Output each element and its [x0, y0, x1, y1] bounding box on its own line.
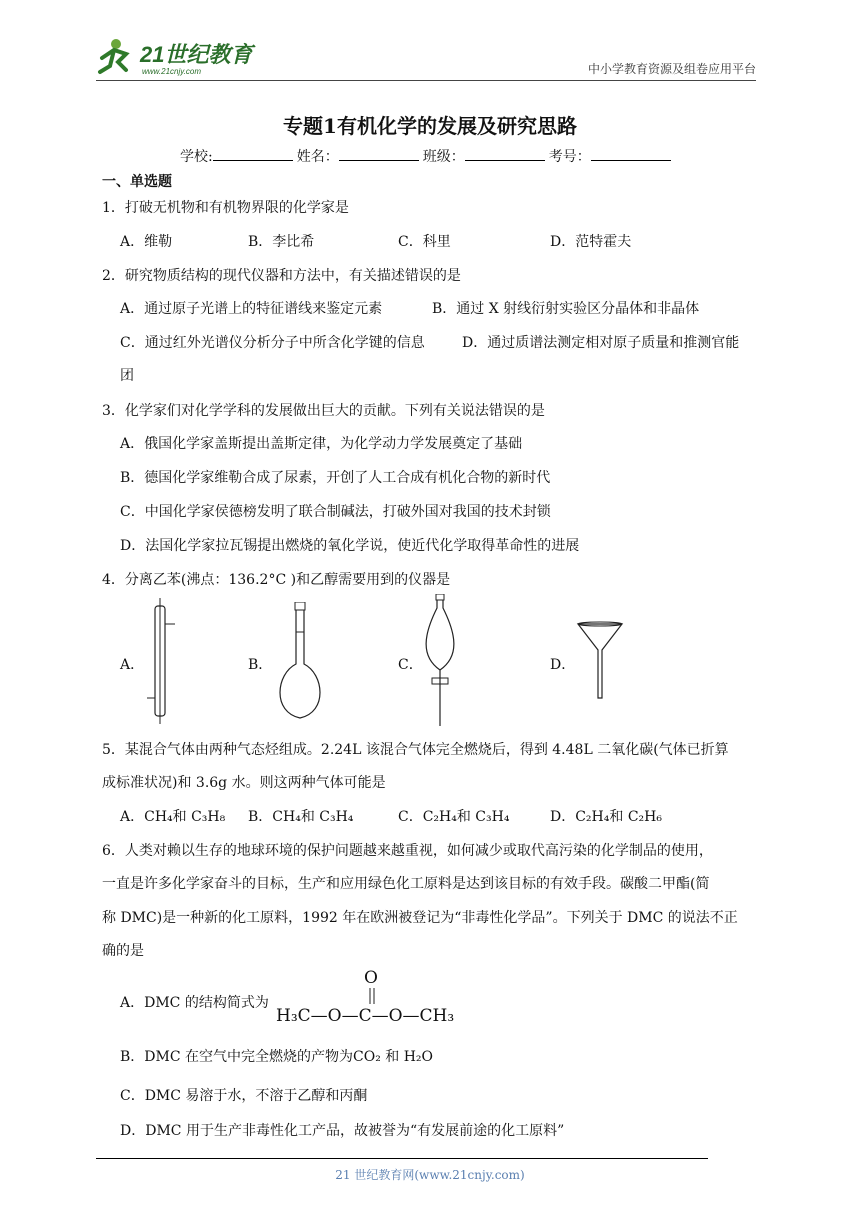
q3-option-b[interactable]: B．德国化学家维勒合成了尿素，开创了人工合成有机化合物的新时代: [120, 470, 551, 486]
q5-stem-line1: 5．某混合气体由两种气态烃组成。2.24L 该混合气体完全燃烧后，得到 4.48L 二氧化碳(气体已折算: [102, 742, 729, 758]
q6-option-c[interactable]: C．DMC 易溶于水，不溶于乙醇和丙酮: [120, 1088, 368, 1104]
logo-text: 21世纪教育: [140, 42, 253, 67]
q4-stem: 4．分离乙苯(沸点：136.2°C )和乙醇需要用到的仪器是: [102, 572, 451, 588]
q4-option-c[interactable]: C．: [398, 657, 423, 673]
q6-stem-line2: 一直是许多化学家奋斗的目标，生产和应用绿色化工原料是达到该目标的有效手段。碳酸二甲酯(简: [102, 876, 710, 892]
dmc-structural-formula: H₃C—O—C—O—CH₃: [276, 1006, 455, 1026]
site-logo: [96, 36, 256, 78]
q2-option-c[interactable]: C．通过红外光谱仪分析分子中所含化学键的信息: [120, 335, 425, 351]
q5-option-b[interactable]: B．CH₄和 C₃H₄: [248, 809, 354, 825]
exam-no-blank[interactable]: [591, 147, 671, 161]
dmc-carbonyl-oxygen: O: [364, 968, 378, 988]
header-platform-text: 中小学教育资源及组卷应用平台: [587, 62, 756, 76]
footer-text[interactable]: 21 世纪教育网(www.21cnjy.com): [335, 1168, 525, 1182]
q6-stem-line1: 6．人类对赖以生存的地球环境的保护问题越来越重视，如何减少或取代高污染的化学制品的使用，: [102, 843, 713, 859]
runner-logo-icon: [96, 36, 256, 78]
q6-option-a[interactable]: A．DMC 的结构简式为: [120, 995, 269, 1011]
q4-option-b[interactable]: B．: [248, 657, 273, 673]
q6-stem-line3: 称 DMC)是一种新的化工原料，1992 年在欧洲被登记为“非毒性化学品”。下列关于 DMC 的说法不正: [102, 910, 738, 926]
exam-no-label: 考号：: [548, 149, 591, 165]
logo-url: www.21cnjy.com: [142, 67, 201, 76]
condenser-icon: [145, 598, 181, 726]
q1-option-b[interactable]: B．李比希: [248, 234, 315, 250]
name-label: 姓名：: [296, 149, 339, 165]
q5-option-a[interactable]: A．CH₄和 C₃H₈: [120, 809, 226, 825]
q5-option-d[interactable]: D．C₂H₄和 C₂H₆: [550, 809, 662, 825]
class-blank[interactable]: [465, 147, 545, 161]
funnel-icon: [576, 620, 624, 700]
q2-option-d[interactable]: D．通过质谱法测定相对原子质量和推测官能: [462, 335, 740, 351]
separatory-funnel-icon: [418, 594, 462, 728]
q2-stem: 2．研究物质结构的现代仪器和方法中，有关描述错误的是: [102, 268, 461, 284]
double-bond-icon: [367, 988, 377, 1006]
q3-option-d[interactable]: D．法国化学家拉瓦锡提出燃烧的氧化学说，使近代化学取得革命性的进展: [120, 538, 580, 554]
q2-option-d-cont: 团: [120, 368, 134, 384]
student-info-line: [180, 146, 675, 166]
q4-option-d[interactable]: D．: [550, 657, 576, 673]
q3-stem: 3．化学家们对化学学科的发展做出巨大的贡献。下列有关说法错误的是: [102, 403, 545, 419]
header-divider: [96, 80, 756, 81]
q2-option-a[interactable]: A．通过原子光谱上的特征谱线来鉴定元素: [120, 301, 383, 317]
q1-stem: 1．打破无机物和有机物界限的化学家是: [102, 200, 349, 216]
q4-option-a[interactable]: A．: [120, 657, 145, 673]
page-title: 专题1有机化学的发展及研究思路: [283, 114, 577, 138]
volumetric-flask-icon: [270, 602, 330, 722]
q5-option-c[interactable]: C．C₂H₄和 C₃H₄: [398, 809, 510, 825]
q5-stem-line2: 成标准状况)和 3.6g 水。则这两种气体可能是: [102, 775, 386, 791]
class-label: 班级：: [422, 149, 465, 165]
q1-option-d[interactable]: D．范特霍夫: [550, 234, 632, 250]
name-blank[interactable]: [339, 147, 419, 161]
school-blank[interactable]: [213, 147, 293, 161]
q6-stem-line4: 确的是: [102, 943, 144, 959]
q2-option-b[interactable]: B．通过 X 射线衍射实验区分晶体和非晶体: [432, 301, 700, 317]
q6-option-d[interactable]: D．DMC 用于生产非毒性化工产品，故被誉为“有发展前途的化工原料”: [120, 1123, 565, 1139]
q6-option-b[interactable]: B．DMC 在空气中完全燃烧的产物为CO₂ 和 H₂O: [120, 1049, 434, 1065]
q3-option-c[interactable]: C．中国化学家侯德榜发明了联合制碱法，打破外国对我国的技术封锁: [120, 504, 551, 520]
q3-option-a[interactable]: A．俄国化学家盖斯提出盖斯定律，为化学动力学发展奠定了基础: [120, 436, 523, 452]
section-heading: 一、单选题: [102, 174, 172, 190]
footer-divider: [96, 1158, 708, 1159]
school-label: 学校:: [180, 149, 213, 165]
q1-option-a[interactable]: A．维勒: [120, 234, 173, 250]
q1-option-c[interactable]: C．科里: [398, 234, 451, 250]
